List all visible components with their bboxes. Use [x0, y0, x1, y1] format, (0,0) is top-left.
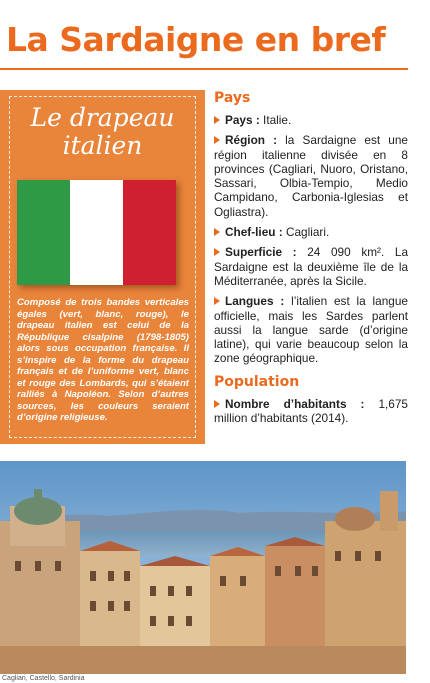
flag-band-white [70, 180, 123, 285]
title-divider [0, 68, 408, 70]
italian-flag-image [17, 180, 176, 285]
city-landscape-illustration [0, 461, 406, 674]
flag-description: Composé de trois bandes verticales égales (vert, blanc, rouge), le drapeau italien est celui de la République cisalpine (1798-1805) alors sous occupation française. Il s’inspire de la forme du drapeau français et de l’uniforme vert, blanc et rouge des Lombards, qui s’étaient ralliés à Napoléon. Selon d’autres sources, les couleurs seraient d’origine religieuse. [17, 297, 189, 423]
cagliari-photo [0, 461, 406, 674]
photo-caption: Cagliari, Castello, Sardinia [2, 675, 85, 682]
bullet-arrow-icon [214, 228, 220, 236]
flag-band-red [123, 180, 176, 285]
fact-item: Superficie : 24 090 km². La Sardaigne est la deuxième île de la Méditerranée, après la Sicile. [214, 245, 409, 288]
fact-item: Nombre d’habitants : 1,675 million d’habitants (2014). [214, 396, 408, 426]
bullet-arrow-icon [214, 248, 220, 256]
fact-item: Région : la Sardaigne est une région italienne divisée en 8 provinces (Cagliari, Nuoro, Oristano, Sassari, Olbia-Tempio, Medio Campidano, Carbonia-Iglesias et Ogliastra). [214, 133, 408, 219]
bullet-arrow-icon [214, 136, 220, 144]
bullet-arrow-icon [214, 297, 220, 305]
flag-heading-line2: italien [62, 131, 143, 160]
population-list [214, 397, 408, 426]
pays-list [214, 113, 408, 366]
bullet-arrow-icon [214, 116, 220, 124]
section-heading-pays: Pays [214, 90, 251, 106]
flag-band-green [17, 180, 70, 285]
page-title: La Sardaigne en bref [6, 20, 386, 59]
fact-item: Langues : l’italien est la langue officielle, mais les Sardes parlent aussi la langue sarde (d’origine latine), qui varie beaucoup selon la zone géographique. [214, 294, 408, 366]
flag-info-box [0, 90, 205, 444]
facts-column [214, 90, 408, 425]
bullet-arrow-icon [214, 400, 220, 408]
flag-heading-line1: Le drapeau [30, 103, 175, 132]
flag-box-heading [0, 104, 205, 160]
section-heading-population: Population [214, 373, 300, 390]
fact-item: Chef-lieu : Cagliari. [214, 225, 408, 239]
fact-item: Pays : Italie. [214, 113, 408, 127]
